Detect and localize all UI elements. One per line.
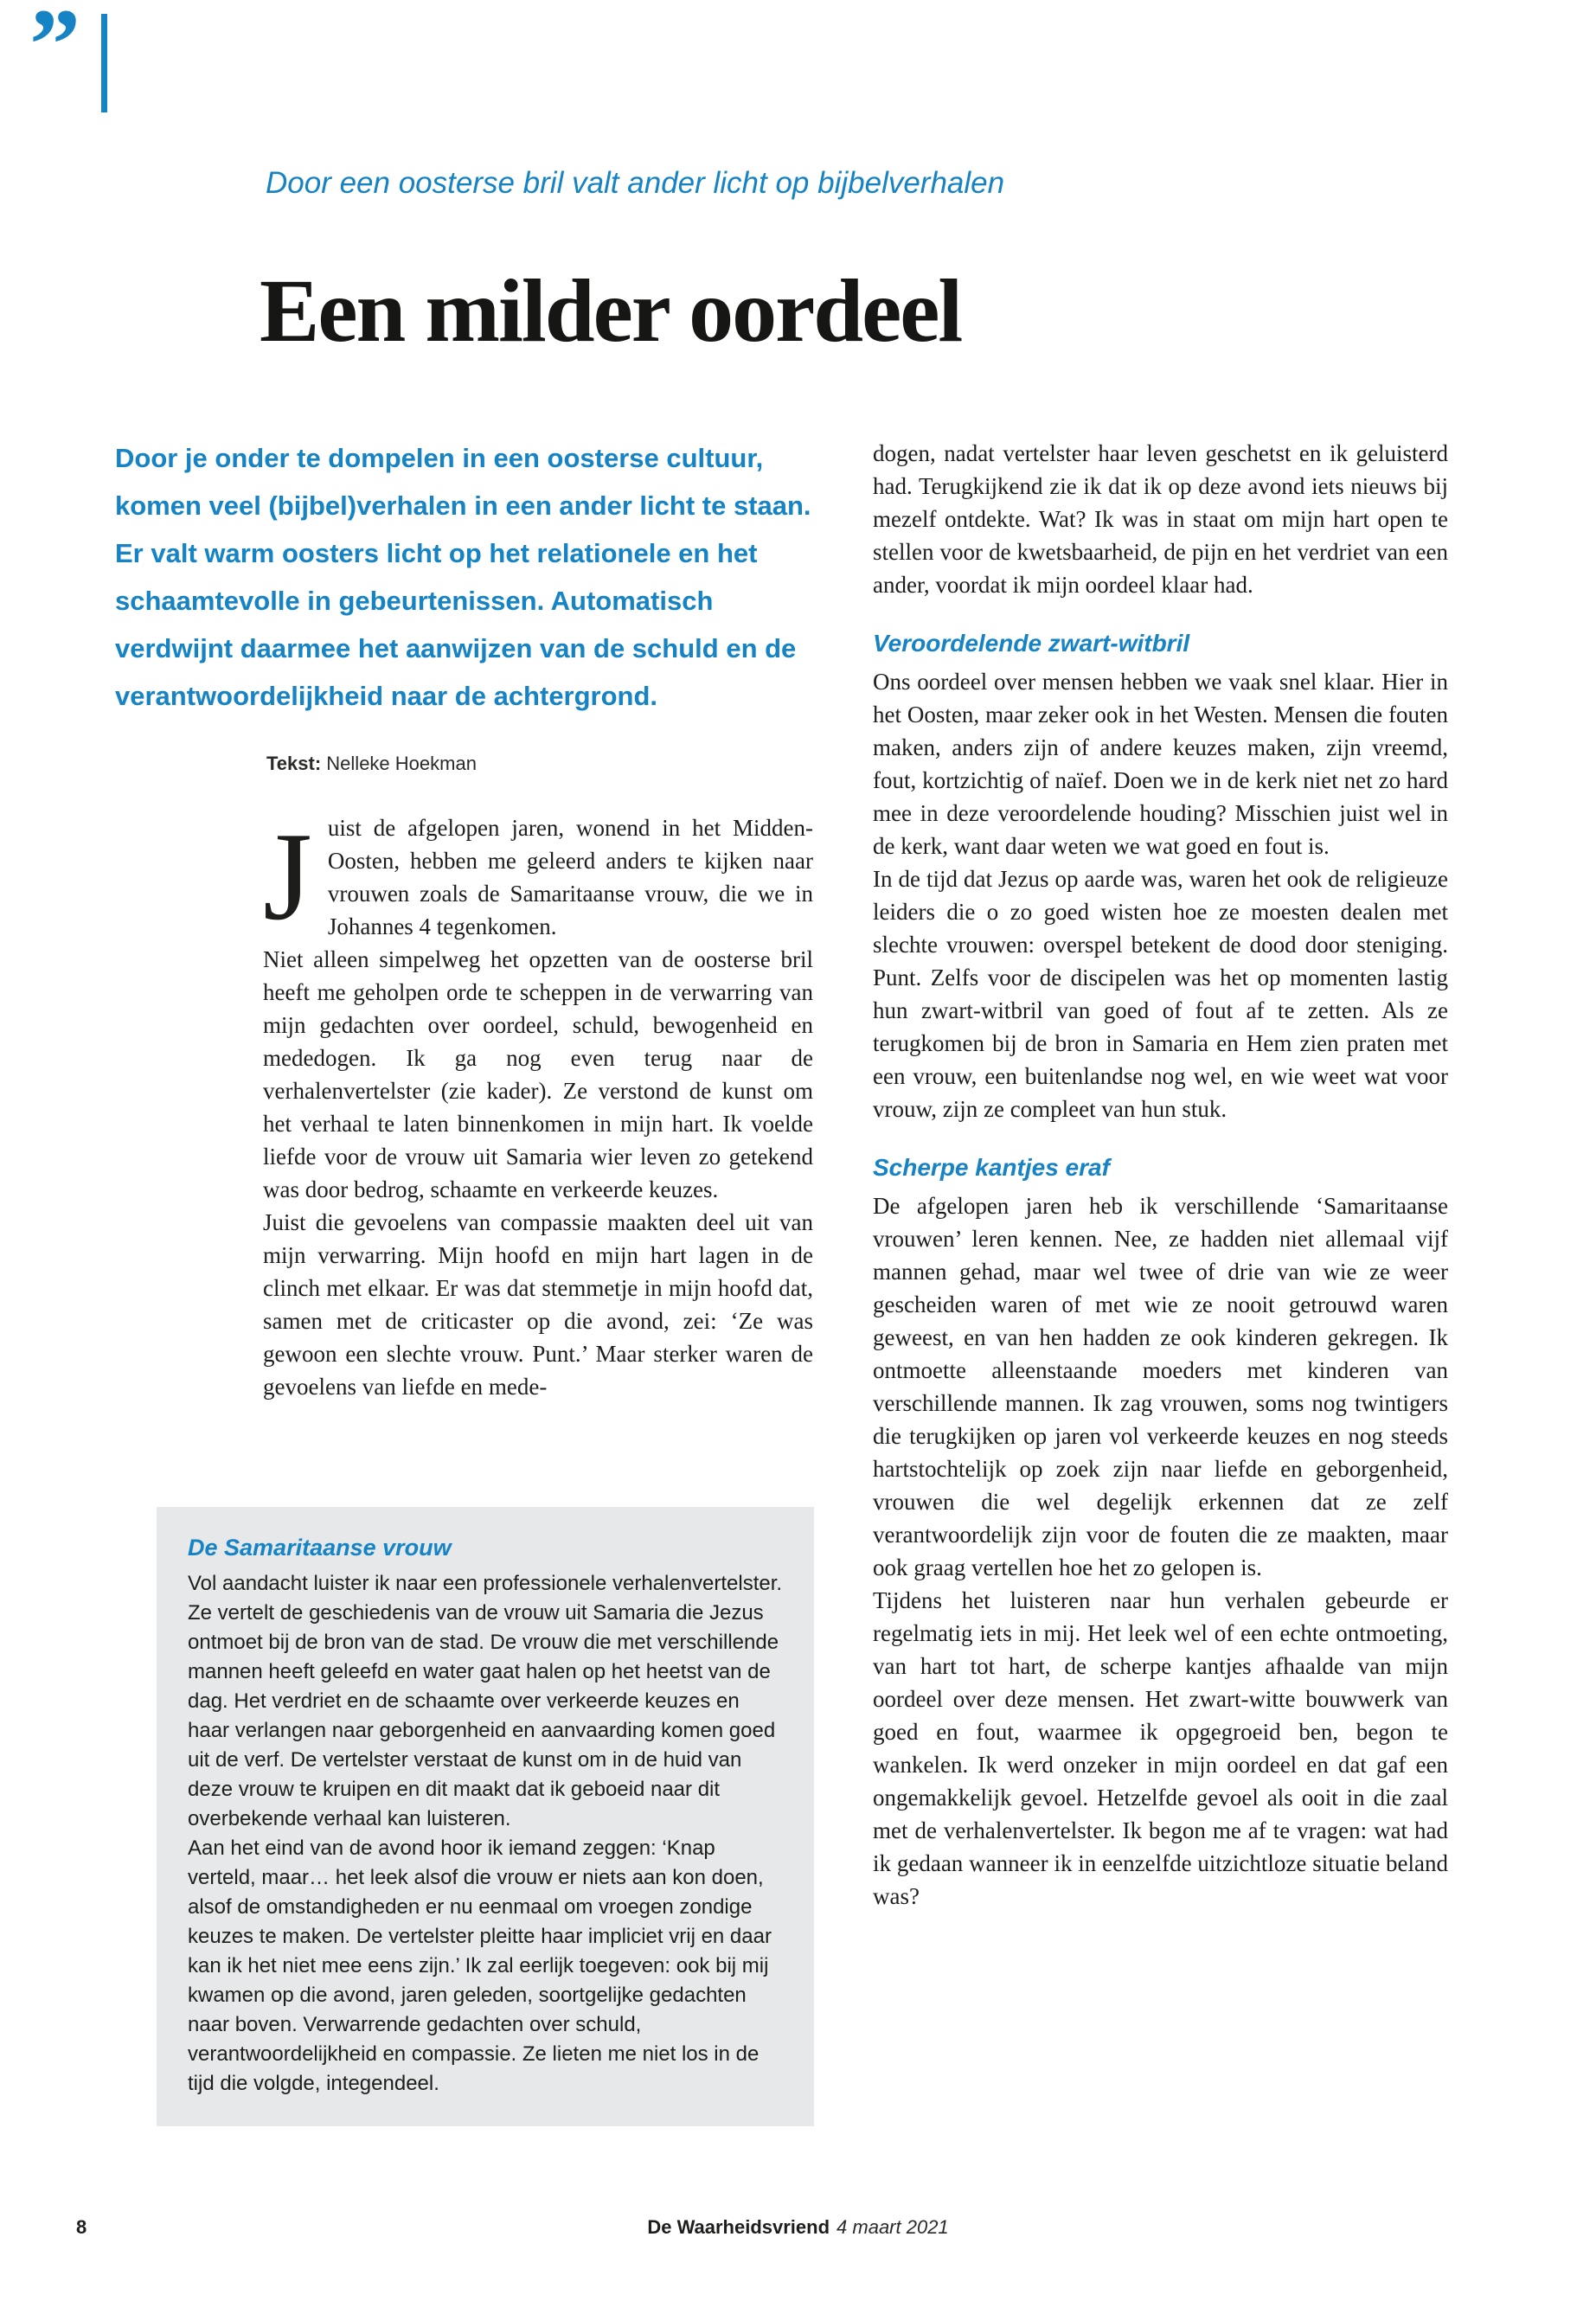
footer-center bbox=[0, 2216, 1596, 2239]
sidebar-box-paragraph: Aan het eind van de avond hoor ik iemand zeggen: ‘Knap verteld, maar… het leek alsof die vrouw er niets aan kon doen, alsof de omstandigheden er nu eenmaal om vroegen zondige keuzes te maken. De vertelster pleitte haar impliciet vrij en daar kan ik het niet mee eens zijn.’ Ik zal eerlijk toegeven: ook bij mij kwamen op die avond, jaren geleden, soortgelijke gedachten naar boven. Verwarrende gedachten over schuld, verantwoordelijkheid en compassie. Ze lieten me niet los in de tijd die volgde, integendeel. bbox=[188, 1836, 772, 2095]
dropcap: J bbox=[263, 806, 312, 946]
section-heading-veroordelende-zwart-witbril: Veroordelende zwart-witbril bbox=[873, 630, 1190, 657]
sidebar-box-paragraph: Vol aandacht luister ik naar een professionele verhalenvertelster. Ze vertelt de geschiedenis van de vrouw uit Samaria die Jezus ontmoet bij de bron van de stad. De vrouw die met verschillende mannen heeft geleefd en water gaat halen op het heetst van de dag. Het verdriet en de schaamte over verkeerde keuzes en haar verlangen naar geborgenheid en aanvaarding komen goed uit de verf. De vertelster verstaat de kunst om in de huid van deze vrouw te kruipen en dit maakt dat ik geboeid naar dit overbekende verhaal kan luisteren. bbox=[188, 1572, 783, 1830]
byline bbox=[266, 753, 477, 775]
paragraph: Tijdens het luisteren naar hun verhalen gebeurde er regelmatig iets in mij. Het leek wel of een echte ontmoeting, van hart tot hart, de scherpe kantjes afhaalde van mijn oordeel over deze mensen. Het zwart-witte bouwwerk van goed en fout, waarmee ik opgegroeid ben, begon te wankelen. Ik werd onzeker in mijn oordeel en dat gaf een ongemakkelijk gevoel. Hetzelfde gevoel als ooit in die zaal met de verhalenvertelster. Ik begon me af te vragen: wat had ik gedaan wanneer ik in eenzelfde uitzichtloze situatie beland was? bbox=[873, 1587, 1448, 1909]
sidebar-box-samaritaanse-vrouw bbox=[157, 1507, 814, 2126]
opening-paragraph bbox=[263, 806, 813, 946]
paragraph: Juist die gevoelens van compassie maakten deel uit van mijn verwarring. Mijn hoofd en mijn hart lagen in de clinch met elkaar. Er was dat stemmetje in mijn hoofd dat, samen met de criticaster op die avond, zei: ‘Ze was gewoon een slechte vrouw. Punt.’ Maar sterker waren de gevoelens van liefde en mede- bbox=[263, 1209, 813, 1400]
issue-date: 4 maart 2021 bbox=[836, 2216, 949, 2238]
paragraph: Ons oordeel over mensen hebben we vaak snel klaar. Hier in het Oosten, maar zeker ook in het Westen. Mensen die fouten maken, anders zijn of andere keuzes maken, zijn vreemd, fout, kortzichtig of naïef. Doen we in de kerk niet net zo hard mee in deze veroordelende houding? Misschien juist wel in de kerk, want daar weten we wat goed en fout is. bbox=[873, 669, 1448, 859]
paragraph: De afgelopen jaren heb ik verschillende ‘Samaritaanse vrouwen’ leren kennen. Nee, ze hadden niet allemaal vijf mannen gehad, maar wel twee of drie van wie ze weer gescheiden waren of met wie ze nooit getrouwd waren geweest, en van hen hadden ze ook kinderen gekregen. Ik ontmoette alleenstaande moeders met kinderen van verschillende mannen. Ik zag vrouwen, soms nog twintigers die terugkijken op jaren vol verkeerde keuzes en nog steeds hartstochtelijk op zoek zijn naar liefde en geborgenheid, vrouwen die wel degelijk erkennen dat ze zelf verantwoordelijk zijn voor de fouten die ze maakten, maar ook graag vertellen hoe het zo gelopen is. bbox=[873, 1193, 1448, 1580]
accent-bar bbox=[101, 14, 107, 112]
article-intro: Door je onder te dompelen in een oosterse cultuur, komen veel (bijbel)verhalen in een ander licht te staan. Er valt warm oosters licht op het relationele en het schaamtevolle in gebeurtenissen. Automatisch verdwijnt daarmee het aanwijzen van de schuld en de verantwoordelijkheid naar de achtergrond. bbox=[115, 443, 811, 711]
section-heading-scherpe-kantjes-eraf: Scherpe kantjes eraf bbox=[873, 1154, 1110, 1181]
kicker: Door een oosterse bril valt ander licht op bijbelverhalen bbox=[266, 166, 1005, 200]
paragraph: Niet alleen simpelweg het opzetten van de oosterse bril heeft me geholpen orde te scheppen in de verwarring van mijn gedachten over oordeel, schuld, bewogenheid en mededogen. Ik ga nog even terug naar de verhalenvertelster (zie kader). Ze verstond de kunst om het verhaal te laten binnenkomen in mijn hart. Ik voelde liefde voor de vrouw uit Samaria wier leven zo getekend was door bedrog, schaamte en verkeerde keuzes. bbox=[263, 946, 813, 1202]
right-column bbox=[873, 437, 1448, 1913]
left-column bbox=[263, 806, 813, 1403]
magazine-name: De Waarheidsvriend bbox=[647, 2216, 830, 2238]
byline-label: Tekst: bbox=[266, 753, 322, 774]
paragraph: dogen, nadat vertelster haar leven geschetst en ik geluisterd had. Terugkijkend zie ik dat ik op deze avond iets nieuws bij mezelf ontdekte. Wat? Ik was in staat om mijn hart open te stellen voor de kwetsbaarheid, de pijn en het verdriet van een ander, voordat ik mijn oordeel klaar had. bbox=[873, 440, 1448, 598]
byline-name: Nelleke Hoekman bbox=[326, 753, 477, 774]
quote-mark-icon: ” bbox=[29, 0, 80, 101]
article-title: Een milder oordeel bbox=[260, 261, 962, 361]
opening-paragraph-text: uist de afgelopen jaren, wonend in het Midden-Oosten, hebben me geleerd anders te kijken naar vrouwen zoals de Samaritaanse vrouw, die we in Johannes 4 tegenkomen. bbox=[327, 815, 813, 939]
paragraph: In de tijd dat Jezus op aarde was, waren het ook de religieuze leiders die o zo goed wisten hoe ze moesten dealen met slechte vrouwen: overspel betekent de dood door steniging. Punt. Zelfs voor de discipelen was het op momenten lastig hun zwart-witbril van goed of fout af te zetten. Als ze terugkomen bij de bron in Samaria en Hem zien praten met een vrouw, een buitenlandse nog wel, en wie weet wat voor vrouw, zijn ze compleet van hun stuk. bbox=[873, 866, 1448, 1122]
page-number: 8 bbox=[76, 2216, 87, 2238]
page-footer bbox=[0, 2216, 1596, 2239]
sidebar-box-title: De Samaritaanse vrouw bbox=[188, 1535, 452, 1561]
